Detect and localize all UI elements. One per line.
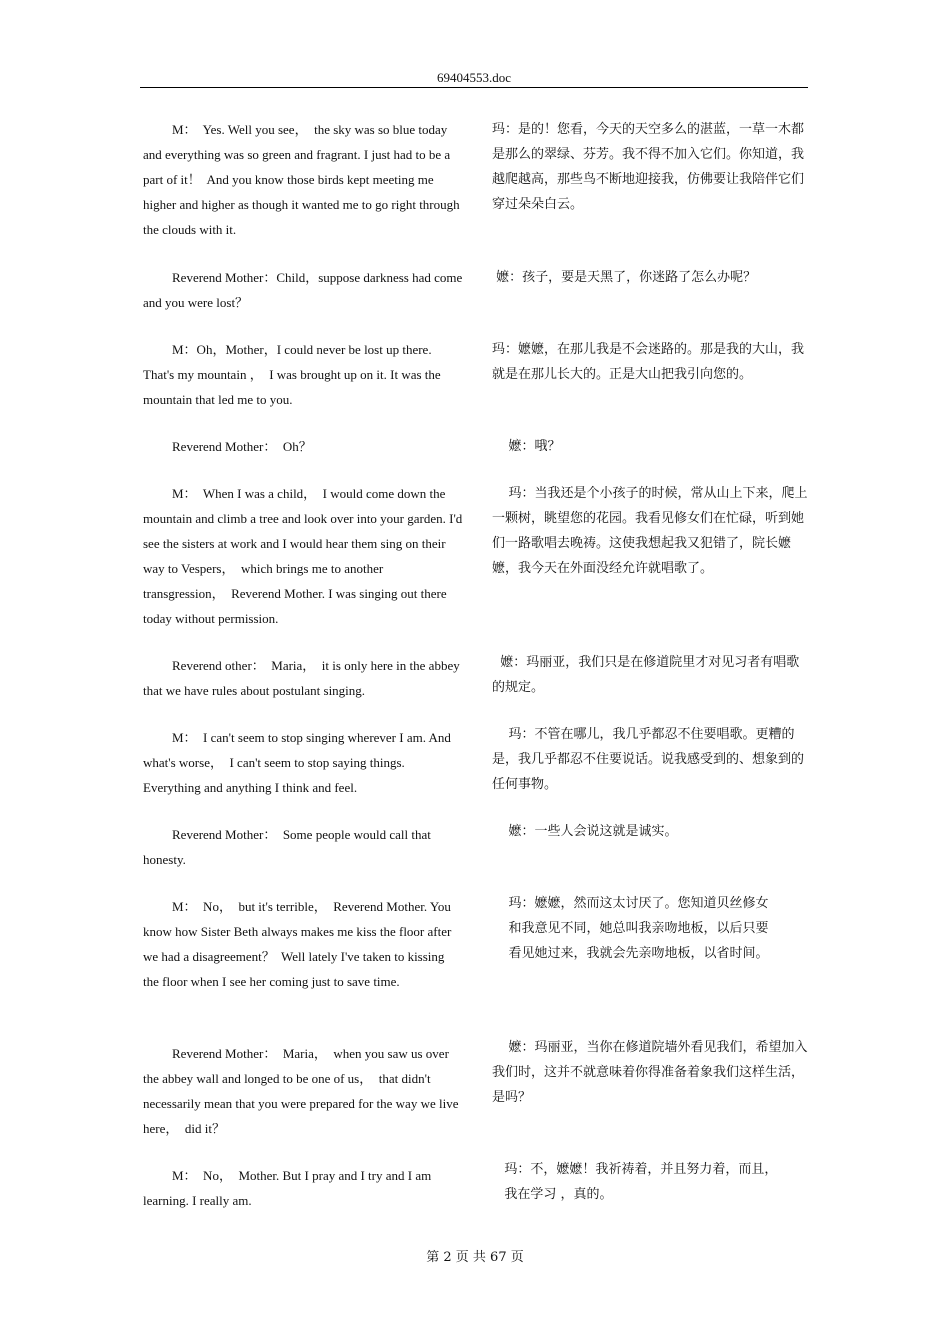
english-dialogue-6: Reverend other： Maria， it is only here in the abbey that we have rules about postulant singing. xyxy=(143,658,463,698)
chinese-dialogue-1: 玛：是的！您看，今天的天空多么的湛蓝，一草一木都是那么的翠绿、芬芳。我不得不加入它们。你知道，我越爬越高，那些鸟不断地迎接我，仿佛要让我陪伴它们穿过朵朵白云。 xyxy=(492,122,805,212)
chinese-dialogue-8: 嬷：一些人会说这就是诚实。 xyxy=(492,824,678,839)
english-dialogue-10: Reverend Mother： Maria， when you saw us over the abbey wall and longed to be one of us， that didn't necessarily mean that you were prepared for the way we live here， did it？ xyxy=(143,1046,462,1136)
chinese-dialogue-2: 嬷：孩子，要是天黑了，你迷路了怎么办呢？ xyxy=(492,270,757,285)
document-header-filename: 69404553.doc xyxy=(436,70,512,85)
english-dialogue-4: Reverend Mother： Oh？ xyxy=(172,439,312,454)
english-dialogue-9: M： No， but it's terrible， Reverend Mother. You know how Sister Beth always makes me kiss the floor after we had a disagreement？ Well lately I've taken to kissing the floor when I see her coming just to save time. xyxy=(143,899,455,989)
english-dialogue-1: M： Yes. Well you see， the sky was so blue today and everything was so green and fragrant. I just had to be a part of it！ And you know those birds kept meeting me higher and higher as though it wanted me to go right through the clouds with it. xyxy=(143,122,463,237)
english-dialogue-7: M： I can't seem to stop singing wherever I am. And what's worse， I can't seem to stop saying things. Everything and anything I think and feel. xyxy=(143,730,455,795)
page-number: 第 2 页 共 67 页 xyxy=(426,1250,524,1265)
chinese-dialogue-5: 玛：当我还是个小孩子的时候，常从山上下来，爬上一颗树，眺望您的花园。我看见修女们在忙碌，听到她们一路歌唱去晚祷。这使我想起我又犯错了，院长嬷嬷，我今天在外面没经允许就唱歌了。 xyxy=(492,486,808,576)
chinese-dialogue-4: 嬷：哦？ xyxy=(492,439,561,454)
english-dialogue-5: M： When I was a child， I would come down the mountain and climb a tree and look over into your garden. I'd see the sisters at work and I would hear them sing on their way to Vespers， which brings me to another transgression， Reverend Mother. I was singing out there today without permission. xyxy=(143,486,466,626)
chinese-dialogue-9: 玛：嬷嬷，然而这太讨厌了。您知道贝丝修女 和我意见不同，她总叫我亲吻地板，以后只要 看见她过来，我就会先亲吻地板，以省时间。 xyxy=(508,896,769,961)
english-dialogue-8: Reverend Mother： Some people would call that honesty. xyxy=(143,827,435,867)
english-dialogue-11: M： No， Mother. But I pray and I try and I am learning. I really am. xyxy=(143,1168,435,1208)
chinese-dialogue-7: 玛：不管在哪儿，我几乎都忍不住要唱歌。更糟的是，我几乎都忍不住要说话。说我感受到的、想象到的任何事物。 xyxy=(492,727,805,792)
chinese-dialogue-6: 嬷：玛丽亚，我们只是在修道院里才对见习者有唱歌的规定。 xyxy=(492,655,800,695)
chinese-dialogue-3: 玛：嬷嬷，在那儿我是不会迷路的。那是我的大山，我就是在那儿长大的。正是大山把我引向您的。 xyxy=(492,342,805,382)
english-dialogue-3: M：Oh，Mother，I could never be lost up there. That's my mountain ， I was brought up on it. It was the mountain that led me to you. xyxy=(143,342,444,407)
header-rule xyxy=(140,87,808,88)
chinese-dialogue-10: 嬷：玛丽亚，当你在修道院墙外看见我们，希望加入我们时，这并不就意味着你得准备着象我们这样生活，是吗？ xyxy=(492,1040,808,1105)
english-dialogue-2: Reverend Mother：Child，suppose darkness had come and you were lost？ xyxy=(143,270,466,310)
chinese-dialogue-11: 玛：不，嬷嬷！我祈祷着，并且努力着，而且， 我在学习 ，真的。 xyxy=(504,1162,778,1202)
